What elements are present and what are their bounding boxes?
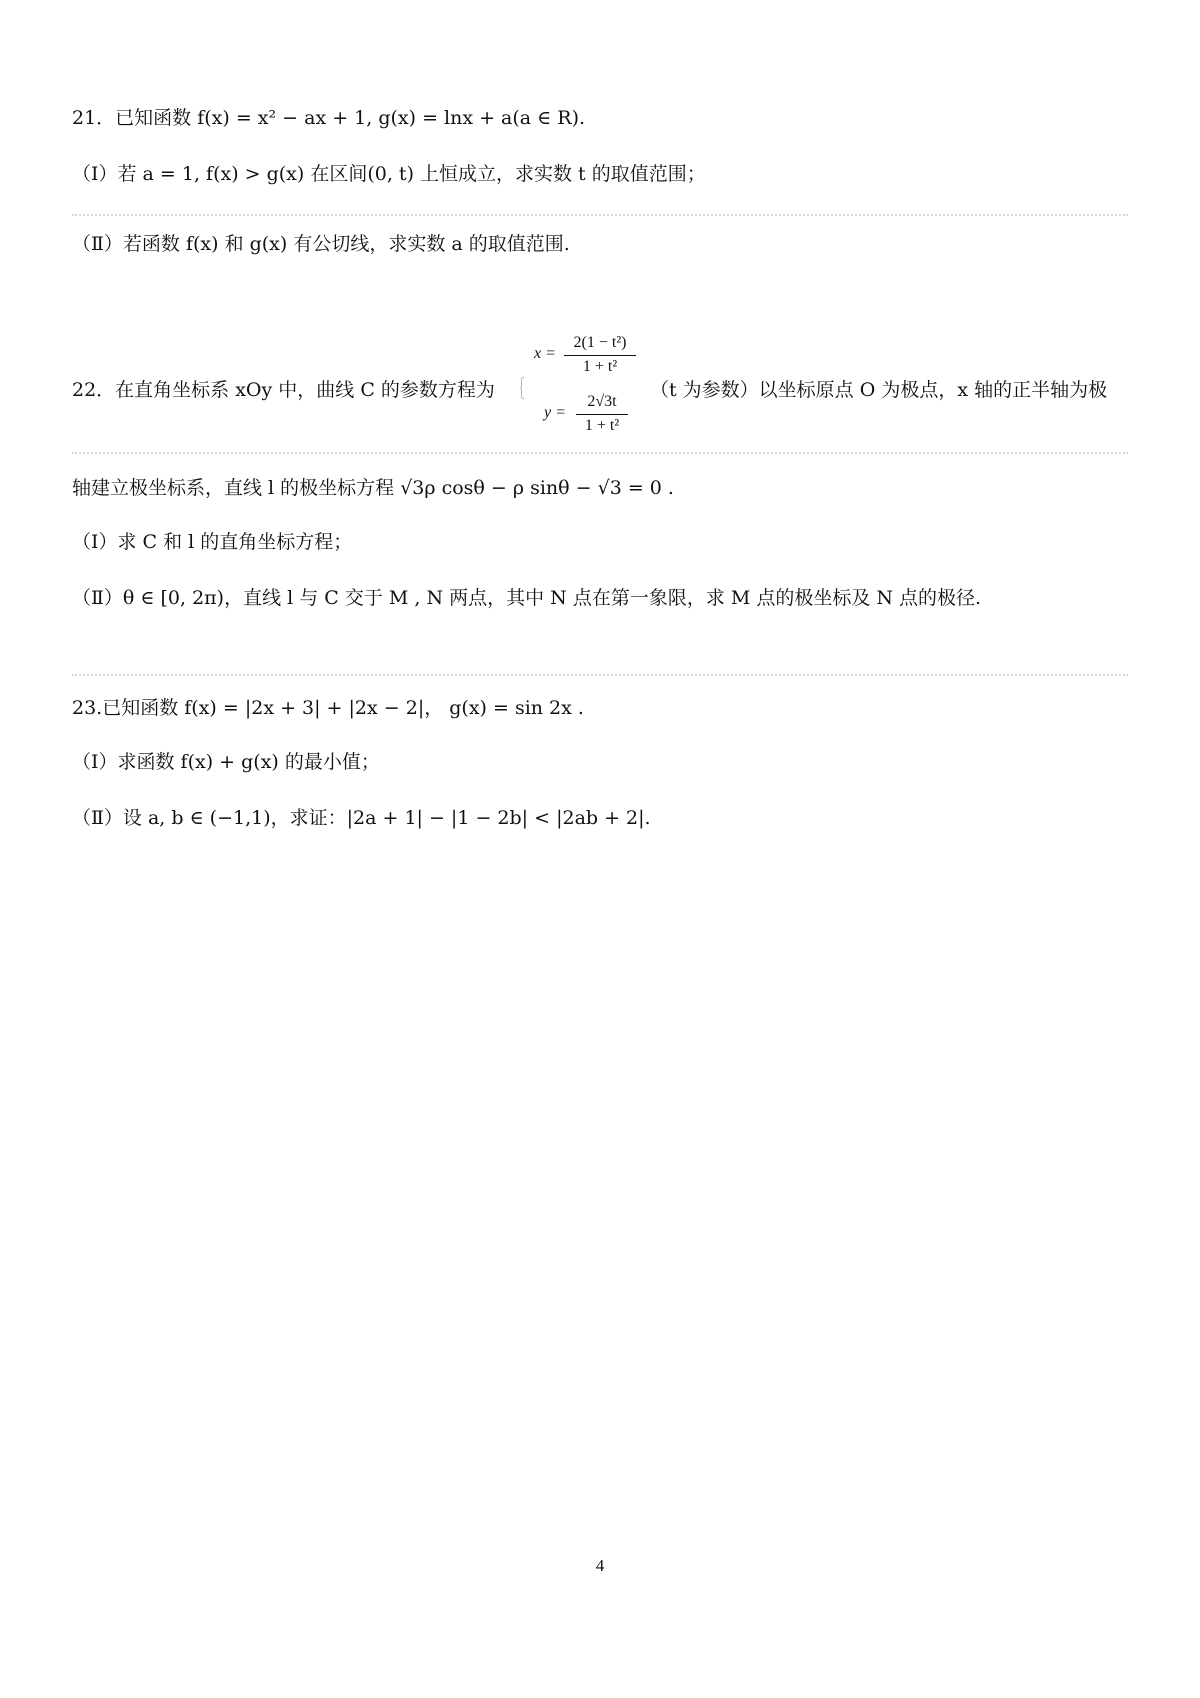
q22-stem-end: （t 为参数）以坐标原点 O 为极点，x 轴的正半轴为极 [650, 379, 1108, 401]
divider [72, 214, 1128, 216]
sys-x-lhs: x = [534, 345, 556, 362]
sys-y-lhs: y = [544, 404, 566, 421]
sys-x-denominator: 1 + t² [582, 358, 618, 375]
q23-part2: （Ⅱ）设 a, b ∈ (−1,1)，求证：|2a + 1| − |1 − 2b| < |2ab + 2|. [72, 807, 651, 829]
q21-part2: （Ⅱ）若函数 f(x) 和 g(x) 有公切线，求实数 a 的取值范围. [72, 233, 570, 255]
q22-part2: （Ⅱ）θ ∈ [0, 2π)，直线 l 与 C 交于 M , N 两点，其中 N 点在第一象限，求 M 点的极坐标及 N 点的极径. [72, 587, 982, 609]
q23-part1: （Ⅰ）求函数 f(x) + g(x) 的最小值； [72, 751, 380, 773]
q22-stem-start: 22．在直角坐标系 xOy 中，曲线 C 的参数方程为 [72, 379, 495, 401]
divider [72, 674, 1128, 676]
sys-y-numerator: 2√3t [587, 393, 617, 410]
q21-stem: 21．已知函数 f(x) = x² − ax + 1, g(x) = lnx + a(a ∈ R). [72, 107, 586, 129]
q23-stem: 23.已知函数 f(x) = |2x + 3| + |2x − 2|， g(x) = sin 2x . [72, 697, 584, 719]
q22-stem-continued: 轴建立极坐标系，直线 l 的极坐标方程 √3ρ cosθ − ρ sinθ − √3 = 0 . [72, 477, 674, 499]
sys-x-numerator: 2(1 − t²) [573, 334, 627, 351]
fraction-bar [564, 355, 636, 356]
q21-part1: （Ⅰ）若 a = 1, f(x) > g(x) 在区间(0, t) 上恒成立，求实数 t 的取值范围； [72, 163, 706, 185]
q22-part1: （Ⅰ）求 C 和 l 的直角坐标方程； [72, 531, 353, 553]
page-number: 4 [595, 1556, 605, 1575]
sys-y-denominator: 1 + t² [584, 417, 620, 434]
divider [72, 452, 1128, 454]
fraction-bar [576, 414, 628, 415]
